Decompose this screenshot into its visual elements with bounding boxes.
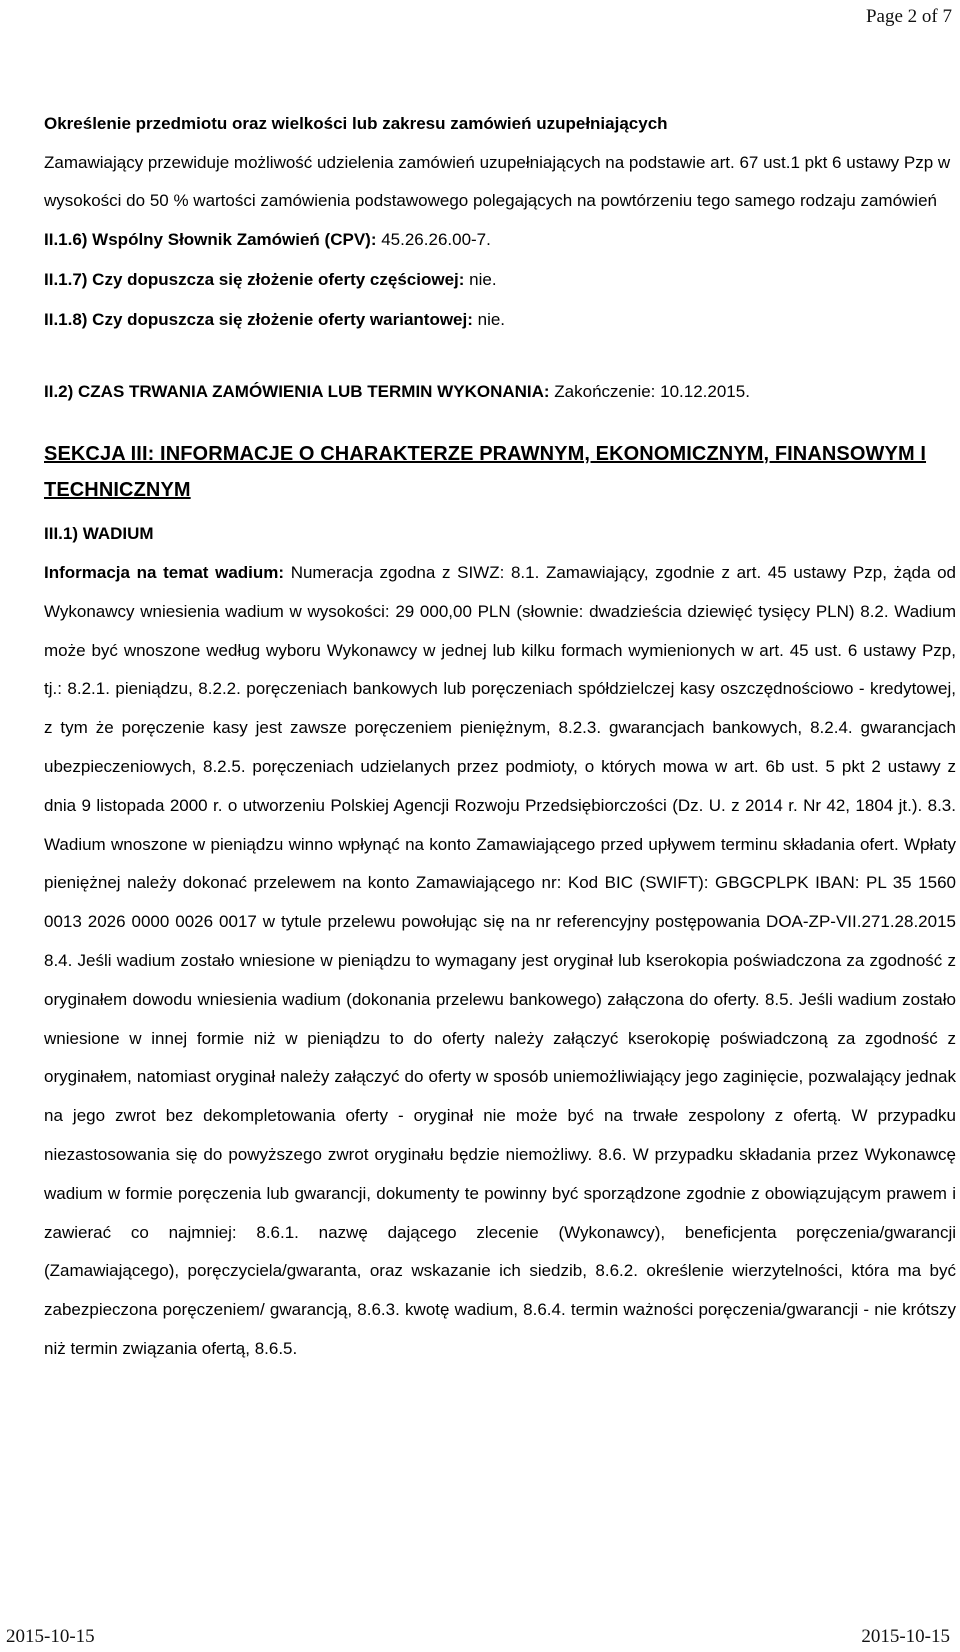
page-number: Page 2 of 7: [865, 6, 952, 27]
section-3-title: SEKCJA III: INFORMACJE O CHARAKTERZE PRAWNYM, EKONOMICZNYM, FINANSOWYM I TECHNICZNYM: [44, 443, 927, 501]
duration-field: [44, 372, 956, 412]
partial-offer-field: [44, 260, 956, 300]
wadium-label: Informacja na temat wadium:: [44, 563, 285, 582]
cpv-label: II.1.6) Wspólny Słownik Zamówień (CPV):: [44, 230, 377, 249]
supplementary-orders-text: Zamawiający przewiduje możliwość udzielenia zamówień uzupełniających na podstawie art. 67 ust.1 pkt 6 ustawy Pzp w wysokości do 50 % wartości zamówienia podstawowego polegających na powtórzeniu tego samego rodzaju zamówień: [44, 153, 951, 210]
footer-date-left: 2015-10-15: [6, 1626, 95, 1647]
wadium-text: Numeracja zgodna z SIWZ: 8.1. Zamawiający, zgodnie z art. 45 ustawy Pzp, żąda od Wykonawcy wniesienia wadium w wysokości: 29 000,00 PLN (słownie: dwadzieścia dziewięć tysięcy PLN) 8.2. Wadium może być wnoszone według wyboru Wykonawcy w jednej lub kilku formach wymienionych w art. 45 ust. 6 ustawy Pzp, tj.: 8.2.1. pieniądzu, 8.2.2. poręczeniach bankowych lub poręczeniach spółdzielczej kasy oszczędnościowo - kredytowej, z tym że poręczenie kasy jest zawsze poręczeniem pieniężnym, 8.2.3. gwarancjach bankowych, 8.2.4. gwarancjach ubezpieczeniowych, 8.2.5. poręczeniach udzielanych przez podmioty, o których mowa w art. 6b ust. 5 pkt 2 ustawy z dnia 9 listopada 2000 r. o utworzeniu Polskiej Agencji Rozwoju Przedsiębiorczości (Dz. U. z 2014 r. Nr 42, 1804 jt.). 8.3. Wadium wnoszone w pieniądzu winno wpłynąć na konto Zamawiającego przed upływem terminu składania ofert. Wpłaty pieniężnej należy dokonać przelewem na konto Zamawiającego nr: Kod BIC (SWIFT): GBGCPLPK IBAN: PL 35 1560 0013 2026 0000 0026 0017 w tytule przelewu powołując się na nr referencyjny postępowania DOA-ZP-VII.271.28.2015 8.4. Jeśli wadium zostało wniesione w pieniądzu to wymagany jest oryginał lub kserokopia poświadczona za zgodność z oryginałem dowodu wniesienia wadium (dokonania przelewu bankowego) załączona do oferty. 8.5. Jeśli wadium zostało wniesione w innej formie niż w pieniądzu to do oferty należy załączyć kserokopię poświadczoną za zgodność z oryginałem, natomiast oryginał należy załączyć do oferty w sposób uniemożliwiający jego zaginięcie, pozwalający jednak na jego zwrot bez dekompletowania oferty - oryginał nie może być na trwałe zespolony z ofertą. W przypadku niezastosowania się do powyższego zwrot oryginału będzie niemożliwy. 8.6. W przypadku składania przez Wykonawcę wadium w formie poręczenia lub gwarancji, dokumenty te powinny być sporządzone zgodnie z obowiązującym prawem i zawierać co najmniej: 8.6.1. nazwę dającego zlecenie (Wykonawcy), beneficjenta poręczenia/gwarancji (Zamawiającego), poręczyciela/gwaranta, oraz wskazanie ich siedzib, 8.6.2. określenie wierzytelności, która ma być zabezpieczona poręczeniem/ gwarancją, 8.6.3. kwotę wadium, 8.6.4. termin ważności poręczenia/gwarancji - nie krótszy niż termin związania ofertą, 8.6.5.: [44, 563, 956, 1358]
wadium-heading: III.1) WADIUM: [44, 524, 154, 543]
partial-offer-value: nie.: [469, 270, 497, 289]
variant-offer-field: [44, 300, 956, 340]
variant-offer-label: II.1.8) Czy dopuszcza się złożenie oferty wariantowej:: [44, 310, 473, 329]
document-body: [44, 104, 956, 1369]
partial-offer-label: II.1.7) Czy dopuszcza się złożenie oferty częściowej:: [44, 270, 465, 289]
cpv-value: 45.26.26.00-7.: [381, 230, 491, 249]
duration-value: Zakończenie: 10.12.2015.: [554, 382, 750, 401]
wadium-info: [44, 554, 956, 1369]
duration-label: II.2) CZAS TRWANIA ZAMÓWIENIA LUB TERMIN WYKONANIA:: [44, 382, 550, 401]
variant-offer-value: nie.: [477, 310, 506, 329]
cpv-field: [44, 220, 956, 260]
supplementary-orders-heading: Określenie przedmiotu oraz wielkości lub zakresu zamówień uzupełniających: [44, 114, 668, 133]
footer-date-right: 2015-10-15: [861, 1626, 950, 1647]
